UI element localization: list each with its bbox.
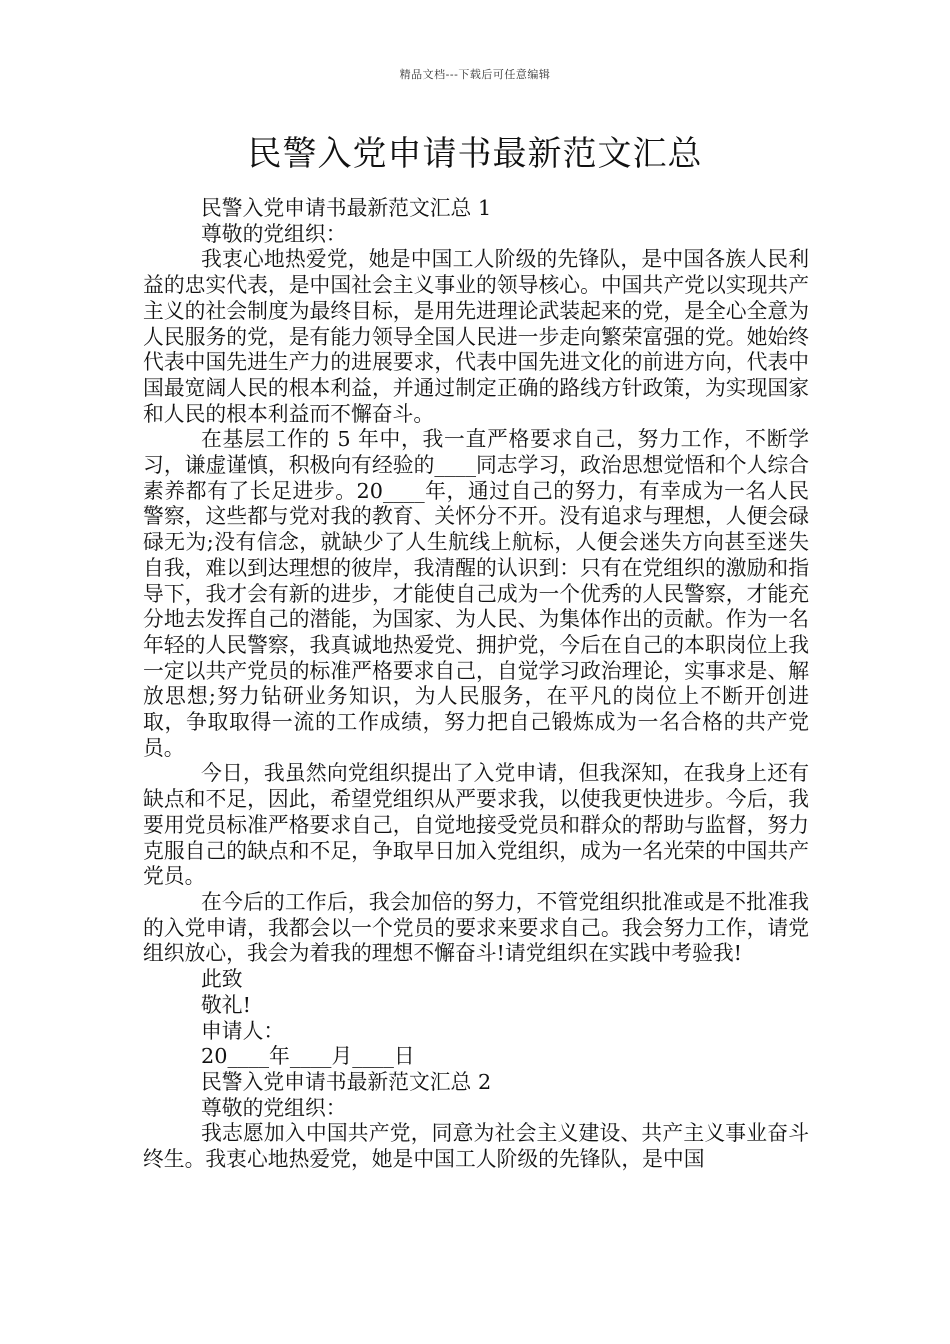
salutation: 尊敬的党组织： [201, 221, 347, 246]
document-body [143, 196, 809, 1173]
closing-line: 此致 [201, 967, 243, 992]
date-line: 20____年____月____日 [201, 1044, 415, 1069]
section-heading: 民警入党申请书最新范文汇总 2 [201, 1069, 492, 1094]
paragraph: 在基层工作的 5 年中，我一直严格要求自己，努力工作，不断学习，谦虚谨慎，积极向有经验的____同志学习，政治思想觉悟和个人综合素养都有了长足进步。20____年，通过自己的努力，有幸成为一名人民警察，这些都与党对我的教育、关怀分不开。没有追求与理想，人便会碌碌无为;没有信念，就缺少了人生航线上航标，人便会迷失方向甚至迷失自我，难以到达理想的彼岸，我清醒的认识到：只有在党组织的激励和指导下，我才会有新的进步，才能使自己成为一个优秀的人民警察，才能充分地去发挥自己的潜能，为国家、为人民、为集体作出的贡献。作为一名年轻的人民警察，我真诚地热爱党、拥护党，今后在自己的本职岗位上我一定以共产党员的标准严格要求自己，自觉学习政治理论，实事求是、解放思想;努力钻研业务知识，为人民服务，在平凡的岗位上不断开创进取，争取取得一流的工作成绩，努力把自己锻炼成为一名合格的共产党员。 [143, 427, 809, 760]
paragraph: 我衷心地热爱党，她是中国工人阶级的先锋队，是中国各族人民利益的忠实代表，是中国社会主义事业的领导核心。中国共产党以实现共产主义的社会制度为最终目标，是用先进理论武装起来的党，是全心全意为人民服务的党，是有能力领导全国人民进一步走向繁荣富强的党。她始终代表中国先进生产力的进展要求，代表中国先进文化的前进方向，代表中国最宽阔人民的根本利益，并通过制定正确的路线方针政策，为实现国家和人民的根本利益而不懈奋斗。 [143, 247, 809, 426]
paragraph: 在今后的工作后，我会加倍的努力，不管党组织批准或是不批准我的入党申请，我都会以一个党员的要求来要求自己。我会努力工作，请党组织放心，我会为着我的理想不懈奋斗!请党组织在实践中考验我! [143, 889, 809, 966]
closing-line: 敬礼! [201, 992, 251, 1017]
applicant-line: 申请人： [201, 1018, 285, 1043]
header-note: 精品文档---下载后可任意编辑 [399, 68, 551, 81]
paragraph: 今日，我虽然向党组织提出了入党申请，但我深知，在我身上还有缺点和不足，因此，希望党组织从严要求我，以使我更快进步。今后，我要用党员标准严格要求自己，自觉地接受党员和群众的帮助与监督，努力克服自己的缺点和不足，争取早日加入党组织，成为一名光荣的中国共产党员。 [143, 761, 809, 889]
paragraph: 我志愿加入中国共产党，同意为社会主义建设、共产主义事业奋斗终生。我衷心地热爱党，她是中国工人阶级的先锋队，是中国 [143, 1121, 809, 1172]
document-title: 民警入党申请书最新范文汇总 [247, 134, 703, 174]
salutation: 尊敬的党组织： [201, 1095, 347, 1120]
section-heading: 民警入党申请书最新范文汇总 1 [201, 196, 492, 220]
